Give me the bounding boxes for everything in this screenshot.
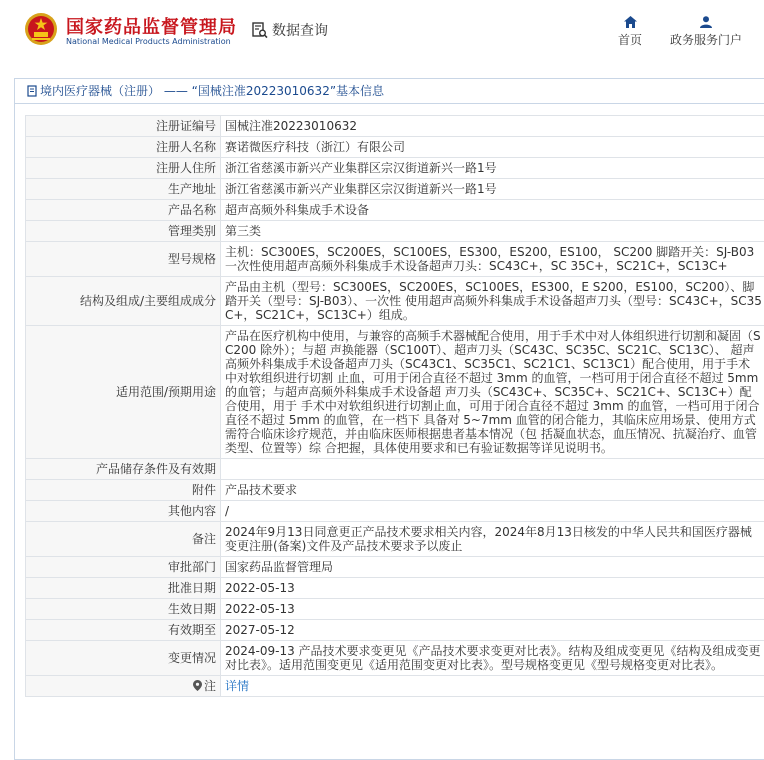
row-label: 生效日期 xyxy=(26,599,221,620)
table-row xyxy=(26,599,764,620)
location-pin-icon xyxy=(193,680,202,691)
table-row xyxy=(26,242,764,277)
document-search-icon xyxy=(252,22,268,39)
row-value: 产品在医疗机构中使用，与兼容的高频手术器械配合使用，用于手术中对人体组织进行切割和凝固（SC200 除外）；与超 声换能器（SC100T）、超声刀头（SC43C、SC35C、SC21C、SC13C）、 超声高频外科集成手术设备超声刀头（SC43C1、SC35C1、SC21C1、SC13C1）配合使用，用于手术中对软组织进行切割 止血，可用于闭合直径不超过 3mm 的血管，一档可用于闭合直径不超过 5mm 的血管；与超声高频外科集成手术设备超 声刀头（SC43C+、SC35C+、SC21C+、SC13C+）配合使用，用于 手术中对软组织进行切割止血，可用于闭合直径不超过 3mm 的血管，一档可用于闭合直径不超过 5mm 的血管，在一档下 具备对 5~7mm 血管的闭合能力，其临床应用场景、使用方式 需符合临床诊疗规范，并由临床医师根据患者基本情况（包 括凝血状态，血压情况、抗凝治疗、血管类型、位置等）综 合把握，具体使用要求和已有验证数据等详见说明书。 xyxy=(221,326,764,459)
site-header xyxy=(0,0,764,70)
row-value: 国家药品监督管理局 xyxy=(221,557,764,578)
row-value: 2027-05-12 xyxy=(221,620,764,641)
row-label: 其他内容 xyxy=(26,501,221,522)
row-value: 2022-05-13 xyxy=(221,599,764,620)
data-query-link[interactable] xyxy=(252,20,328,40)
row-value: 超声高频外科集成手术设备 xyxy=(221,200,764,221)
row-value: 浙江省慈溪市新兴产业集群区宗汉街道新兴一路1号 xyxy=(221,158,764,179)
nav-home-label: 首页 xyxy=(618,33,642,47)
table-row xyxy=(26,620,764,641)
nav-service-portal[interactable] xyxy=(666,16,746,48)
row-value: 国械注准20223010632 xyxy=(221,116,764,137)
row-label: 注册人名称 xyxy=(26,137,221,158)
user-icon xyxy=(700,16,712,28)
table-row xyxy=(26,326,764,459)
card-title-text: 境内医疗器械（注册） —— “国械注准20223010632”基本信息 xyxy=(40,79,384,103)
row-value: / xyxy=(221,501,764,522)
row-value: 2024年9月13日同意更正产品技术要求相关内容，2024年8月13日核发的中华人民共和国医疗器械变更注册(备案)文件及产品技术要求予以废止 xyxy=(221,522,764,557)
home-icon xyxy=(624,16,637,28)
row-label: 生产地址 xyxy=(26,179,221,200)
detail-label: 注 xyxy=(204,679,216,693)
table-row-detail xyxy=(26,676,764,697)
table-row xyxy=(26,158,764,179)
table-row xyxy=(26,459,764,480)
row-label: 附件 xyxy=(26,480,221,501)
row-value: 产品技术要求 xyxy=(221,480,764,501)
row-value: 主机：SC300ES，SC200ES，SC100ES，ES300，ES200，ES100， SC200 脚踏开关：SJ-B03 一次性使用超声高频外科集成手术设备超声刀头：SC43C+，SC 35C+，SC21C+，SC13C+ xyxy=(221,242,764,277)
row-label: 审批部门 xyxy=(26,557,221,578)
row-label: 产品名称 xyxy=(26,200,221,221)
table-row xyxy=(26,578,764,599)
table-row xyxy=(26,200,764,221)
data-query-label: 数据查询 xyxy=(272,20,328,40)
row-label: 有效期至 xyxy=(26,620,221,641)
table-row xyxy=(26,277,764,326)
row-label: 产品储存条件及有效期 xyxy=(26,459,221,480)
row-label: 批准日期 xyxy=(26,578,221,599)
table-row xyxy=(26,557,764,578)
table-row xyxy=(26,480,764,501)
row-label: 结构及组成/主要组成成分 xyxy=(26,277,221,326)
row-value: 2024-09-13 产品技术要求变更见《产品技术要求变更对比表》。结构及组成变更见《结构及组成变更对比表》。适用范围变更见《适用范围变更对比表》。型号规格变更见《型号规格变更对比表》。 xyxy=(221,641,764,676)
nav-service-label: 政务服务门户 xyxy=(670,33,742,47)
table-row xyxy=(26,522,764,557)
site-title-en: National Medical Products Administration xyxy=(66,37,231,46)
site-title[interactable]: 国家药品监督管理局 xyxy=(66,13,237,39)
row-value xyxy=(221,459,764,480)
row-label: 备注 xyxy=(26,522,221,557)
table-row xyxy=(26,179,764,200)
card-title xyxy=(15,79,764,104)
nav-home[interactable] xyxy=(612,16,648,48)
row-value: 产品由主机（型号：SC300ES，SC200ES，SC100ES，ES300，E S200，ES100，SC200）、脚踏开关（型号：SJ-B03）、一次性 使用超声高频外科集成手术设备超声刀头（型号：SC43C+，SC35C+，SC21C+，SC13C+）组成。 xyxy=(221,277,764,326)
table-row xyxy=(26,501,764,522)
detail-value-cell xyxy=(221,676,764,697)
row-value: 赛诺微医疗科技（浙江）有限公司 xyxy=(221,137,764,158)
detail-label-cell xyxy=(26,676,221,697)
row-value: 浙江省慈溪市新兴产业集群区宗汉街道新兴一路1号 xyxy=(221,179,764,200)
row-label: 适用范围/预期用途 xyxy=(26,326,221,459)
row-label: 管理类别 xyxy=(26,221,221,242)
document-icon xyxy=(27,85,38,97)
detail-link[interactable]: 详情 xyxy=(225,679,249,693)
row-label: 注册人住所 xyxy=(26,158,221,179)
row-value: 第三类 xyxy=(221,221,764,242)
table-row xyxy=(26,137,764,158)
row-label: 变更情况 xyxy=(26,641,221,676)
table-row xyxy=(26,221,764,242)
info-table xyxy=(25,115,764,697)
row-label: 注册证编号 xyxy=(26,116,221,137)
national-emblem-icon xyxy=(24,12,58,46)
row-value: 2022-05-13 xyxy=(221,578,764,599)
row-label: 型号规格 xyxy=(26,242,221,277)
table-row xyxy=(26,641,764,676)
table-row xyxy=(26,116,764,137)
info-card xyxy=(14,78,764,760)
